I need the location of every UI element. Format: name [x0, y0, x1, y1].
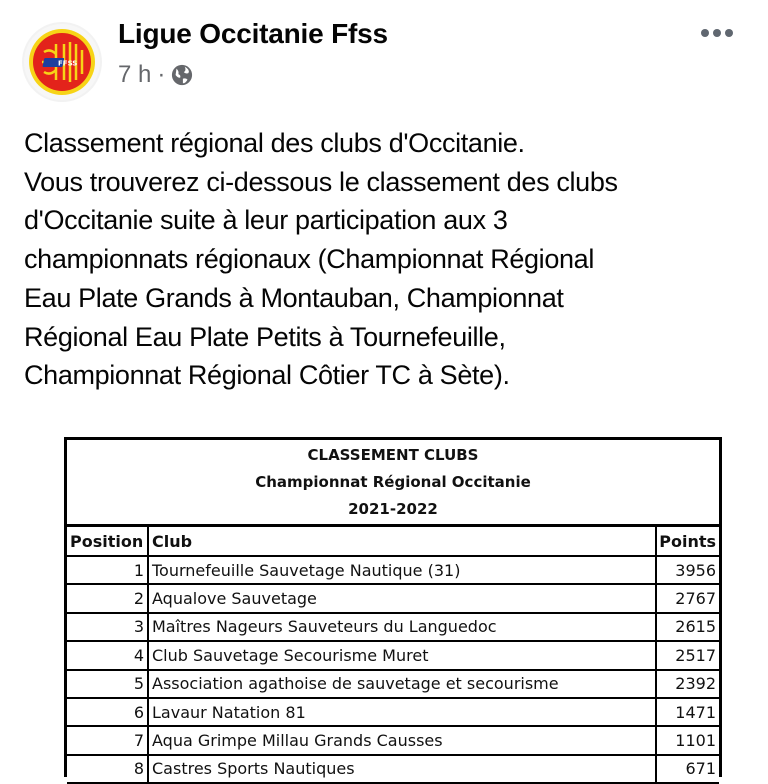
post-text-line: Vous trouverez ci-dessous le classement des clubs [24, 166, 618, 197]
page-name-link[interactable]: Ligue Occitanie Ffss [118, 18, 388, 49]
post-header [0, 0, 768, 110]
more-horizontal-icon [701, 29, 709, 37]
row-club: Aqualove Sauvetage [149, 585, 657, 611]
ffss-logo-icon [22, 22, 102, 102]
row-club: Club Sauvetage Secourisme Muret [149, 642, 657, 668]
meta-separator: · [157, 61, 166, 88]
row-points: 2767 [675, 589, 716, 609]
row-points: 2615 [675, 617, 716, 637]
header-position: Position [67, 527, 149, 555]
row-position: 1 [67, 557, 149, 583]
row-points: 2517 [675, 645, 716, 665]
table-row [67, 727, 719, 755]
svg-text:FFSS: FFSS [58, 59, 78, 68]
row-club: Castres Sports Nautiques [149, 756, 657, 782]
post-meta [118, 60, 193, 90]
row-club: Lavaur Natation 81 [149, 699, 657, 725]
row-position: 4 [67, 642, 149, 668]
table-subtitle: Championnat Régional Occitanie [255, 472, 531, 491]
table-season: 2021-2022 [348, 499, 438, 518]
row-club: Tournefeuille Sauvetage Nautique (31) [149, 557, 657, 583]
post-text-line: Classement régional des clubs d'Occitanie. [24, 128, 525, 158]
globe-icon[interactable] [171, 64, 193, 86]
row-club: Aqua Grimpe Millau Grands Causses [149, 727, 657, 753]
row-club: Association agathoise de sauvetage et secourisme [149, 671, 657, 697]
row-position: 3 [67, 614, 149, 640]
row-position: 7 [67, 727, 149, 753]
table-row [67, 614, 719, 642]
header-club: Club [149, 527, 657, 555]
post-text-line: Eau Plate Grands à Montauban, Championnat [24, 282, 564, 313]
post-text-line: d'Occitanie suite à leur participation aux 3 [24, 205, 508, 236]
table-title: CLASSEMENT CLUBS [307, 445, 479, 464]
post-text-line: Régional Eau Plate Petits à Tournefeuille, [24, 321, 506, 352]
post-body-text [24, 124, 744, 395]
row-points: 1471 [675, 702, 716, 722]
row-club: Maîtres Nageurs Sauveteurs du Languedoc [149, 614, 657, 640]
post-timestamp[interactable]: 7 h [118, 61, 152, 88]
row-position: 8 [67, 756, 149, 782]
row-points: 1101 [675, 731, 716, 751]
row-position: 2 [67, 585, 149, 611]
table-row [67, 557, 719, 585]
header-points: Points [659, 531, 716, 551]
more-options-button[interactable] [694, 18, 740, 48]
table-row [67, 756, 719, 784]
table-row [67, 671, 719, 699]
row-points: 2392 [675, 674, 716, 694]
table-row [67, 585, 719, 613]
ranking-table-image[interactable] [64, 437, 722, 777]
table-body [67, 557, 719, 784]
post-text-line: Championnat Régional Côtier TC à Sète). [24, 360, 510, 391]
table-header-row [67, 527, 719, 557]
row-points: 3956 [675, 560, 716, 580]
more-horizontal-icon [725, 29, 733, 37]
table-row [67, 699, 719, 727]
more-horizontal-icon [713, 29, 721, 37]
table-row [67, 642, 719, 670]
post-text-line: championnats régionaux (Championnat Régional [24, 244, 594, 275]
table-title-block [67, 440, 719, 527]
row-position: 5 [67, 671, 149, 697]
row-points: 671 [685, 759, 716, 779]
page-avatar[interactable] [22, 22, 102, 102]
row-position: 6 [67, 699, 149, 725]
